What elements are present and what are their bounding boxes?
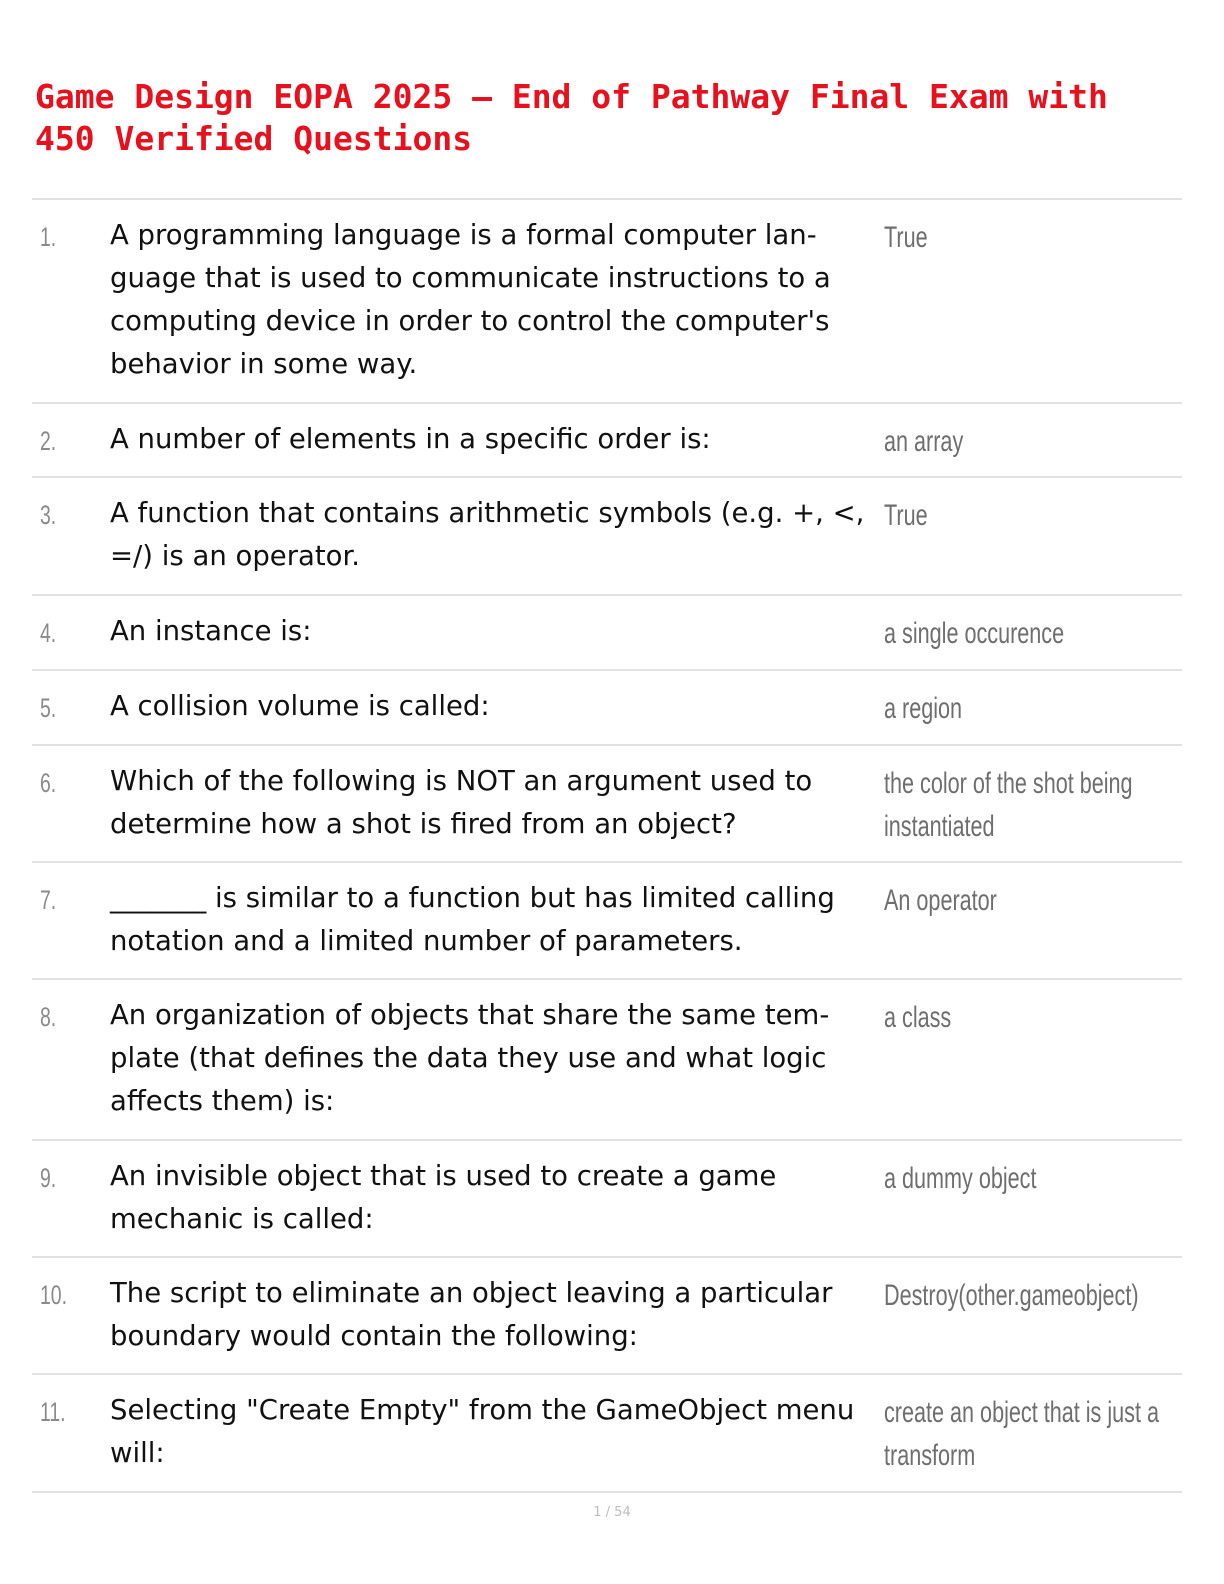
question-text: A function that contains arithmetic symbols (e.g. +, <, =/) is an operator. — [110, 497, 865, 572]
question-number: 3. — [40, 500, 57, 530]
question-text: An instance is: — [110, 615, 312, 647]
page-indicator: 1 / 54 — [593, 1505, 631, 1520]
question-number: 2. — [40, 426, 57, 456]
document-title: Game Design EOPA 2025 – End of Pathway Final Exam with 450 Verified Questions — [35, 77, 1108, 158]
question-number: 4. — [40, 618, 57, 648]
question-row-8 — [32, 980, 1182, 1141]
question-number: 5. — [40, 693, 57, 723]
question-row-10 — [32, 1258, 1182, 1375]
answer-text: a dummy object — [884, 1162, 1037, 1195]
question-row-6 — [32, 746, 1182, 863]
answer-text: Destroy(other.gameobject) — [884, 1279, 1139, 1312]
question-list — [32, 198, 1182, 1493]
answer-text: a class — [884, 1001, 952, 1034]
answer-text: an array — [884, 425, 964, 458]
question-text: An organization of objects that share the same tem- plate (that defines the data they use and what logic affects them) is: — [110, 999, 830, 1117]
question-row-2 — [32, 404, 1182, 478]
answer-text: a single occurence — [884, 617, 1065, 650]
question-row-7 — [32, 863, 1182, 980]
question-text: An invisible object that is used to create a game mechanic is called: — [110, 1160, 777, 1235]
question-row-1 — [32, 200, 1182, 404]
answer-text: True — [884, 499, 928, 532]
question-text: A programming language is a formal computer lan- guage that is used to communicate instructions to a computing device in order to control the computer's behavior in some way. — [110, 219, 831, 380]
answer-text: the color of the shot being instantiated — [884, 767, 1133, 843]
answer-text: True — [884, 221, 928, 254]
question-number: 11. — [40, 1397, 66, 1427]
question-number: 7. — [40, 885, 57, 915]
question-number: 10. — [40, 1280, 68, 1310]
question-number: 9. — [40, 1163, 57, 1193]
question-row-4 — [32, 596, 1182, 671]
question-text: A number of elements in a specific order is: — [110, 423, 711, 455]
question-text: A collision volume is called: — [110, 690, 490, 722]
answer-text: create an object that is just a transform — [884, 1396, 1159, 1472]
answer-text: a region — [884, 692, 963, 725]
question-number: 1. — [40, 222, 57, 252]
question-number: 6. — [40, 768, 57, 798]
question-text: The script to eliminate an object leaving a particular boundary would contain the following: — [110, 1277, 833, 1352]
question-row-3 — [32, 478, 1182, 596]
question-row-5 — [32, 671, 1182, 746]
question-row-11 — [32, 1375, 1182, 1493]
answer-text: An operator — [884, 884, 997, 917]
question-row-9 — [32, 1141, 1182, 1258]
question-number: 8. — [40, 1002, 57, 1032]
question-text: _______ is similar to a function but has limited calling notation and a limited number of parameters. — [110, 882, 835, 957]
question-text: Selecting "Create Empty" from the GameObject menu will: — [110, 1394, 855, 1469]
question-text: Which of the following is NOT an argument used to determine how a shot is fired from an object? — [110, 765, 813, 840]
